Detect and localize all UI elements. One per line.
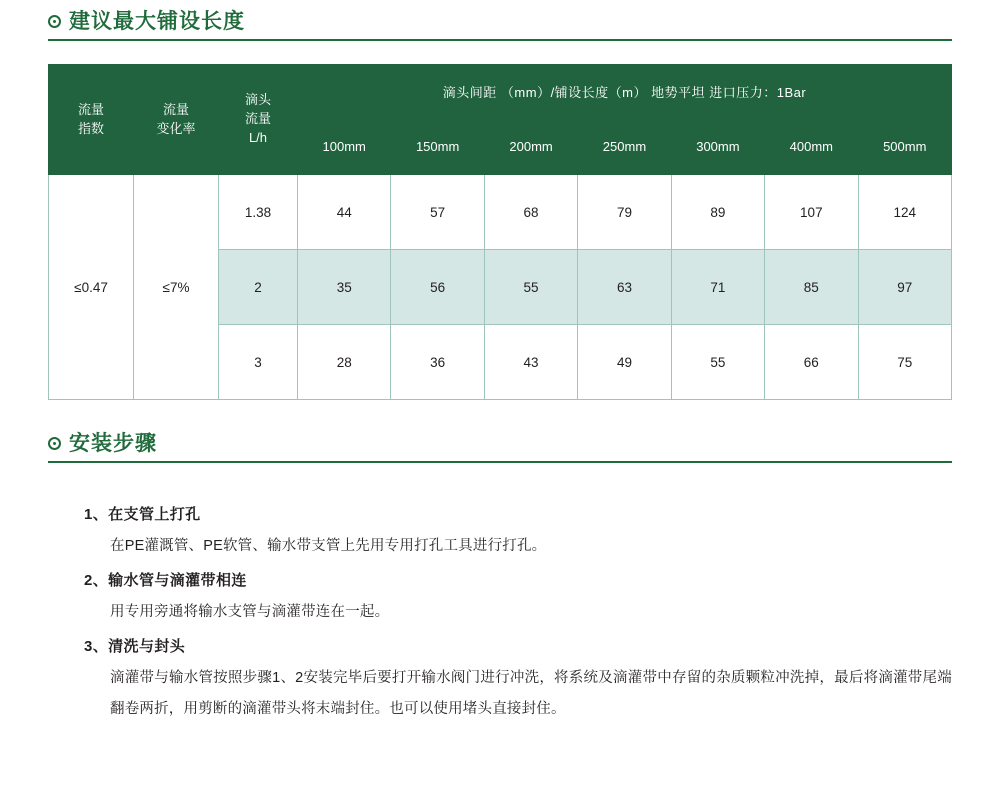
ring-icon	[48, 437, 61, 450]
step-body: 用专用旁通将输水支管与滴灌带连在一起。	[110, 603, 390, 620]
header-spacing-200mm: 200mm	[484, 118, 577, 175]
install-steps-list	[48, 500, 952, 729]
cell-value: 97	[858, 250, 951, 325]
header-spacing-300mm: 300mm	[671, 118, 764, 175]
step-title: 2、输水管与滴灌带相连	[84, 571, 247, 589]
cell-value: 79	[578, 175, 671, 250]
cell-value: 68	[484, 175, 577, 250]
step-title: 3、清洗与封头	[84, 637, 186, 655]
list-item	[48, 566, 952, 628]
ring-icon	[48, 15, 61, 28]
section-title-install: 安装步骤	[69, 432, 157, 455]
cell-emitter-flow: 2	[219, 250, 298, 325]
header-spacing-400mm: 400mm	[765, 118, 858, 175]
cell-value: 89	[671, 175, 764, 250]
section-header-install	[48, 432, 952, 463]
cell-value: 57	[391, 175, 484, 250]
cell-value: 107	[765, 175, 858, 250]
header-flow-index-line2: 指数	[77, 120, 104, 136]
step-title: 1、在支管上打孔	[84, 506, 201, 523]
cell-value: 124	[858, 175, 951, 250]
cell-flow-index: ≤0.47	[49, 175, 134, 400]
cell-value: 35	[298, 250, 391, 325]
section-title-row	[48, 432, 952, 461]
spec-table-wrap	[48, 64, 952, 400]
header-spacing-500mm: 500mm	[858, 118, 951, 175]
cell-value: 28	[298, 325, 391, 400]
header-flow-index	[49, 65, 134, 175]
table-row	[49, 175, 952, 250]
section-header-length	[48, 10, 952, 41]
page-title: 建议最大铺设长度	[69, 10, 245, 33]
header-flow-cv-line2: 变化率	[156, 120, 196, 136]
header-spacing-span: 滴头间距 （mm）/铺设长度（m） 地势平坦 进口压力：1Bar	[298, 65, 952, 118]
cell-value: 36	[391, 325, 484, 400]
cell-value: 66	[765, 325, 858, 400]
cell-value: 44	[298, 175, 391, 250]
header-emitter-flow-line1: 滴头	[244, 92, 271, 108]
cell-value: 55	[484, 250, 577, 325]
header-spacing-100mm: 100mm	[298, 118, 391, 175]
table-body	[49, 175, 952, 400]
cell-emitter-flow: 3	[219, 325, 298, 400]
cell-value: 55	[671, 325, 764, 400]
section-title-row	[48, 10, 952, 39]
list-item	[48, 632, 952, 725]
header-flow-index-line1: 流量	[77, 101, 104, 117]
header-spacing-250mm: 250mm	[578, 118, 671, 175]
cell-value: 49	[578, 325, 671, 400]
header-emitter-flow	[219, 65, 298, 175]
table-head	[49, 65, 952, 175]
step-body: 在PE灌溉管、PE软管、输水带支管上先用专用打孔工具进行打孔。	[110, 537, 547, 554]
header-spacing-150mm: 150mm	[391, 118, 484, 175]
cell-value: 63	[578, 250, 671, 325]
cell-emitter-flow: 1.38	[219, 175, 298, 250]
cell-value: 75	[858, 325, 951, 400]
cell-value: 71	[671, 250, 764, 325]
cell-value: 85	[765, 250, 858, 325]
cell-value: 56	[391, 250, 484, 325]
divider	[48, 39, 952, 41]
header-emitter-flow-line2: 流量	[244, 111, 271, 127]
step-body: 滴灌带与输水管按照步骤1、2安装完毕后要打开输水阀门进行冲洗，将系统及滴灌带中存留的杂质颗粒冲洗掉，最后将滴灌带尾端翻卷两折，用剪断的滴灌带头将末端封住。也可以使用堵头直接封住。	[110, 669, 952, 717]
header-flow-cv-line1: 流量	[162, 101, 189, 117]
max-length-table	[48, 64, 952, 400]
table-head-row-1	[49, 65, 952, 118]
list-item	[48, 500, 952, 562]
divider	[48, 461, 952, 463]
cell-value: 43	[484, 325, 577, 400]
header-emitter-flow-line3: L/h	[248, 129, 268, 145]
header-flow-cv	[134, 65, 219, 175]
cell-flow-cv: ≤7%	[134, 175, 219, 400]
